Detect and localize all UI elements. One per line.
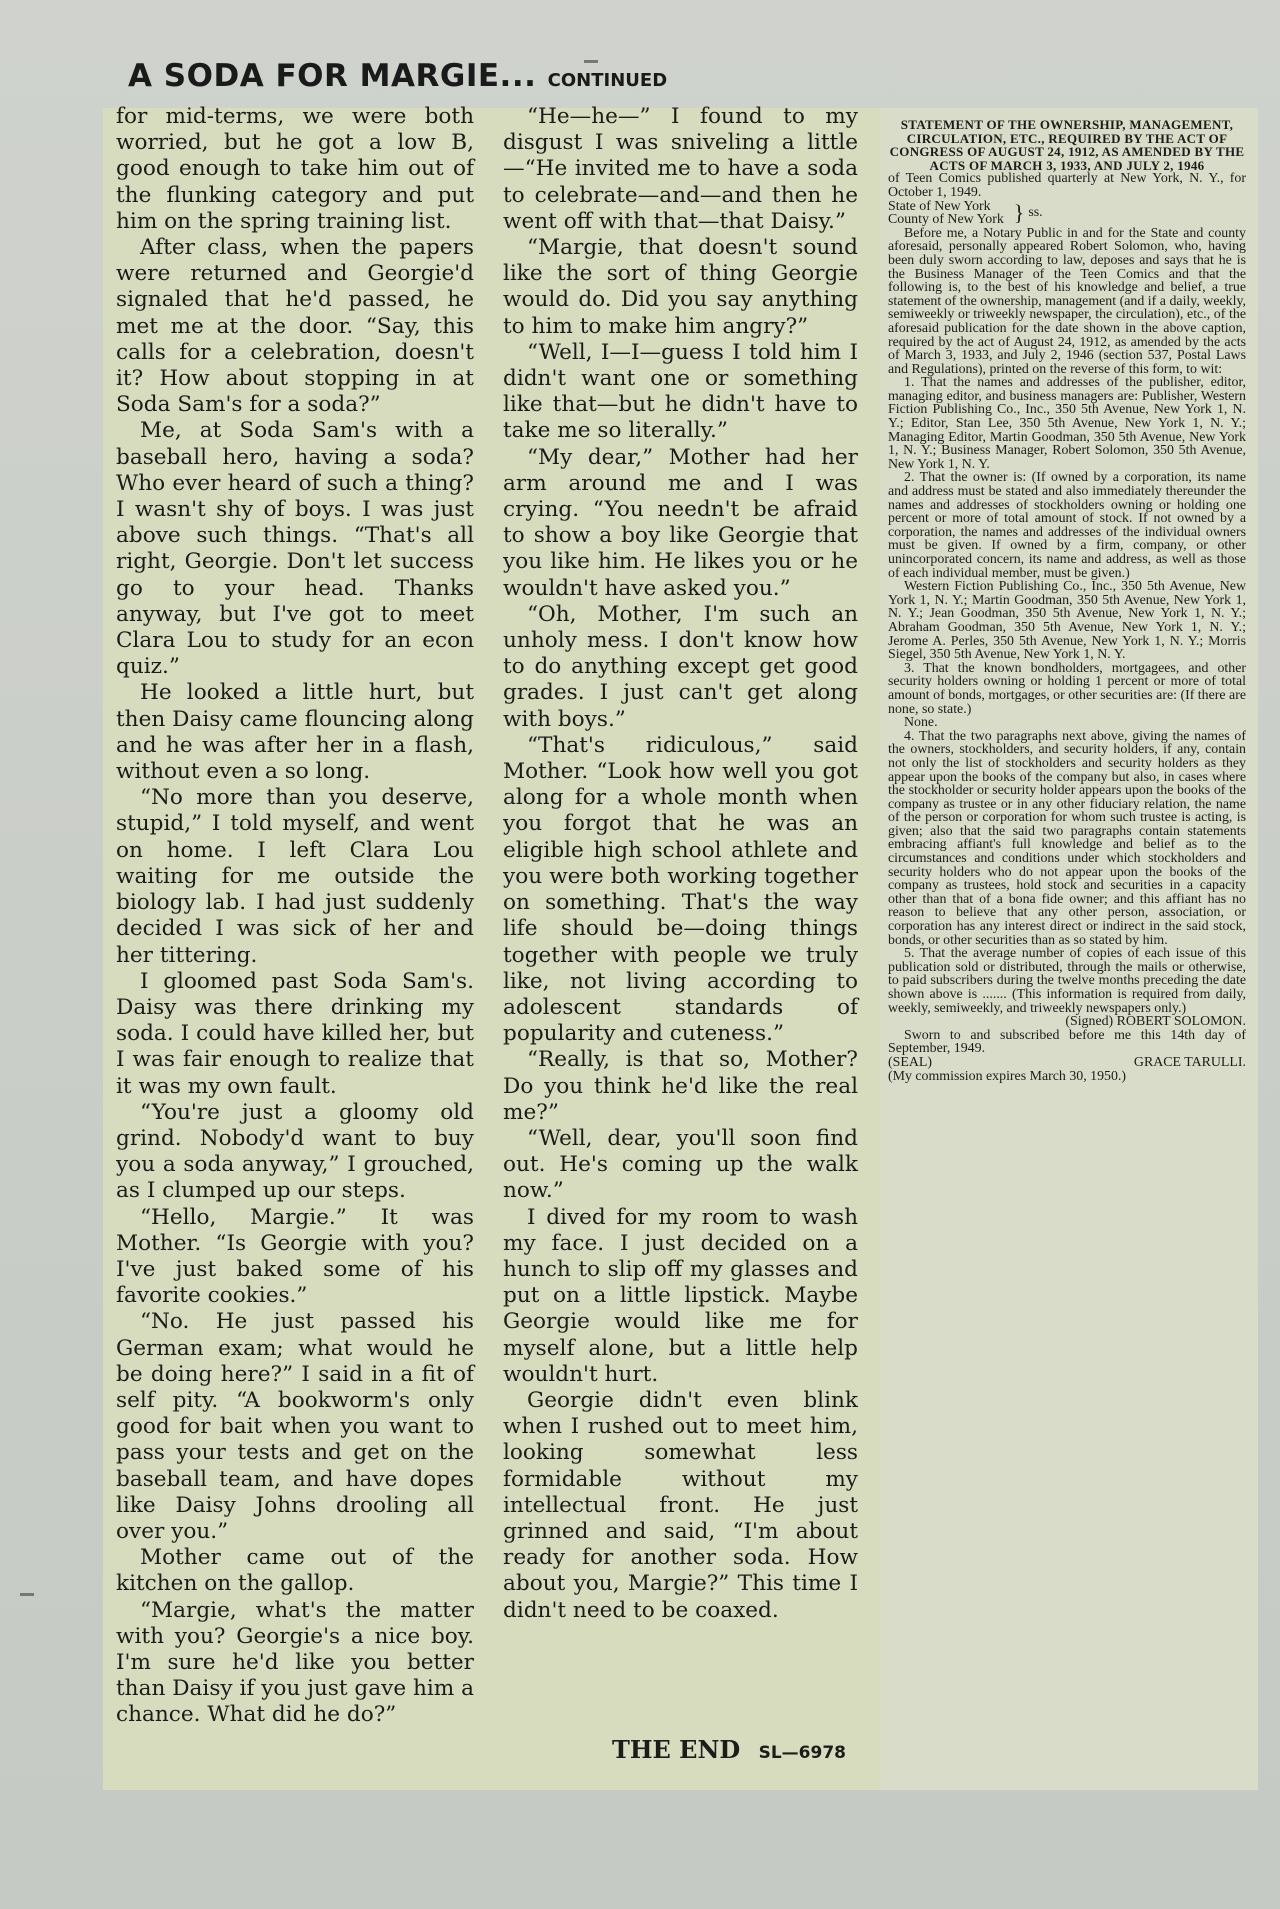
story-paragraph: “Well, dear, you'll soon find out. He's coming up the walk now.” [503, 1125, 858, 1204]
print-mark [20, 1593, 34, 1596]
seal-label: (SEAL) [888, 1054, 932, 1070]
commission-line: (My commission expires March 30, 1950.) [888, 1068, 1127, 1084]
ownership-statement [888, 118, 1246, 1083]
story-paragraph: “You're just a gloomy old grind. Nobody'd want to buy you a soda anyway,” I grouched, as I clumped up our steps. [116, 1099, 474, 1204]
story-paragraph: “No more than you deserve, stupid,” I told myself, and went on home. I left Clara Lou waiting for me outside the biology lab. I had just suddenly decided I was sick of her and her tittering. [116, 785, 474, 968]
signature-line: (Signed) ROBERT SOLOMON. [1065, 1014, 1246, 1030]
county-line: County of New York [888, 212, 1004, 228]
statement-intro: of Teen Comics published quarterly at New York, N. Y., for October 1, 1949. [888, 171, 1246, 200]
statement-paragraph: 1. That the names and addresses of the publisher, editor, managing editor, and business managers are: Publisher, Western Fiction Publishing Co., Inc., 350 5th Avenue, New York 1, N. Y.; Editor, Stan Lee, 350 5th Avenue, New York 1, N. Y.; Managing Editor, Martin Goodman, 350 5th Avenue, New York 1, N. Y.; Business Manager, Robert Solomon, 350 5th Avenue, New York 1, N. Y. [888, 375, 1246, 472]
state-line: State of New York [888, 198, 991, 214]
statement-none: None. [904, 715, 938, 731]
print-mark [584, 60, 598, 63]
story-paragraph: Georgie didn't even blink when I rushed out to meet him, looking somewhat less formidable without my intellectual front. He just grinned and said, “I'm about ready for another soda. How about you, Margie?” This time I didn't need to be coaxed. [503, 1387, 858, 1623]
sworn-line: Sworn to and subscribed before me this 14th day of September, 1949. [888, 1027, 1246, 1057]
statement-paragraph: 2. That the owner is: (If owned by a corporation, its name and address must be stated and also immediately thereunder the names and addresses of stockholders owning or holding one percent or more of total amount of stock. If not owned by a corporation, the names and addresses of the individual owners must be given. If owned by a firm, company, or other unincorporated concern, its name and address, as well as those of each individual member, must be given.) [888, 470, 1246, 581]
story-paragraph: After class, when the papers were returned and Georgie'd signaled that he'd passed, he met me at the door. “Say, this calls for a celebration, doesn't it? How about stopping in at Soda Sam's for a soda?” [116, 235, 474, 418]
seal-line [888, 1056, 1246, 1070]
story-paragraph: for mid-terms, we were both worried, but he got a low B, good enough to take him out of the flunking category and put him on the spring training list. [116, 104, 474, 234]
story-column-2 [503, 104, 858, 1624]
statement-paragraph: Before me, a Notary Public in and for the State and county aforesaid, personally appeared Robert Solomon, who, having been duly sworn according to law, deposes and says that he is the Business Manager of the Teen Comics and that the following is, to the best of his knowledge and belief, a true statement of the ownership, management (and if a daily, weekly, semiweekly or triweekly newspaper, the circulation), etc., of the aforesaid publication for the date shown in the above caption, required by the act of August 24, 1912, as amended by the acts of March 3, 1933, and July 2, 1946 (section 537, Postal Laws and Regulations), printed on the reverse of this form, to wit: [888, 225, 1246, 377]
story-paragraph: “He—he—” I found to my disgust I was sniveling a little —“He invited me to have a soda to celebrate—and—and then he went off with that—that Daisy.” [503, 104, 858, 234]
story-column-1 [116, 104, 474, 1729]
story-paragraph: “No. He just passed his German exam; what would he be doing here?” I said in a fit of self pity. “A bookworm's only good for bait when you want to pass your tests and get on the baseball team, and have dopes like Daisy Johns drooling all over you.” [116, 1309, 474, 1544]
venue-block [888, 200, 1246, 227]
the-end-text: THE END [612, 1735, 741, 1764]
story-headline [128, 58, 667, 94]
statement-paragraph: 5. That the average number of copies of each issue of this publication sold or distributed, through the mails or otherwise, to paid subscribers during the twelve months preceding the date shown above is ....... (This information is required from daily, weekly, semiweekly, and triweekly newspapers only.) [888, 946, 1246, 1016]
story-paragraph: “Margie, what's the matter with you? Georgie's a nice boy. I'm sure he'd like you better than Daisy if you just gave him a chance. What did he do?” [116, 1597, 474, 1728]
story-paragraph: Me, at Soda Sam's with a baseball hero, having a soda? Who ever heard of such a thing? I wasn't shy of boys. I was just above such things. “That's all right, Georgie. Don't let success go to your head. Thanks anyway, but I've got to meet Clara Lou to study for an econ quiz.” [116, 418, 474, 680]
story-paragraph: “Well, I—I—guess I told him I didn't want one or something like that—but he didn't have to take me so literally.” [503, 339, 858, 444]
story-paragraph: I dived for my room to wash my face. I just decided on a hunch to slip off my glasses and put on a little lipstick. Maybe Georgie would like me for myself alone, but a little help wouldn't hurt. [503, 1204, 858, 1387]
the-end-line [612, 1735, 846, 1764]
notary-name: GRACE TARULLI. [1133, 1054, 1246, 1070]
statement-paragraph: Western Fiction Publishing Co., Inc., 350 5th Avenue, New York 1, N. Y.; Martin Goodman, 350 5th Avenue, New York 1, N. Y.; Jean Goodman, 350 5th Avenue, New York 1, N. Y.; Abraham Goodman, 350 5th Avenue, New York 1, N. Y.; Jerome A. Perles, 350 5th Avenue, New York 1, N. Y.; Morris Siegel, 350 5th Avenue, New York 1, N. Y. [888, 579, 1246, 663]
story-paragraph: “Hello, Margie.” It was Mother. “Is Georgie with you? I've just baked some of his favorite cookies.” [116, 1204, 474, 1309]
statement-paragraph: 4. That the two paragraphs next above, giving the names of the owners, stockholders, and security holders, if any, contain not only the list of stockholders and security holders as they appear upon the books of the company but also, in cases where the stockholder or security holder appears upon the books of the company as trustee or in any other fiduciary relation, the name of the person or corporation for whom such trustee is acting, is given; also that the said two paragraphs contain statements embracing affiant's full knowledge and belief as to the circumstances and conditions under which stockholders and security holders who do not appear upon the books of the company as trustees, hold stock and securities in a capacity other than that of a bona fide owner; and this affiant has no reason to believe that any other person, association, or corporation has any interest direct or indirect in the said stock, bonds, or other securities than as so stated by him. [888, 728, 1246, 948]
story-paragraph: I gloomed past Soda Sam's. Daisy was there drinking my soda. I could have killed her, but I was fair enough to realize that it was my own fault. [116, 968, 474, 1099]
headline-continued: CONTINUED [547, 70, 668, 91]
brace-glyph: } [1013, 200, 1025, 226]
story-paragraph: Mother came out of the kitchen on the gallop. [116, 1545, 474, 1597]
story-paragraph: He looked a little hurt, but then Daisy came flouncing along and he was after her in a flash, without even a so long. [116, 680, 474, 785]
story-paragraph: “That's ridiculous,” said Mother. “Look how well you got along for a whole month when you forgot that he was an eligible high school athlete and you were both working together on something. That's the way life should be—doing things together with people we truly like, not living according to adolescent standards of popularity and cuteness.” [503, 732, 858, 1047]
headline-title: A SODA FOR MARGIE... [128, 58, 537, 94]
statement-paragraph: 3. That the known bondholders, mortgagees, and other security holders owning or holding 1 percent or more of total amount of bonds, mortgages, or other securities are: (If there are none, so state.) [888, 660, 1246, 717]
story-code: SL—6978 [758, 1743, 846, 1763]
statement-heading: STATEMENT OF THE OWNERSHIP, MANAGEMENT, CIRCULATION, ETC., REQUIRED BY THE ACT OF CONGRESS OF AUGUST 24, 1912, AS AMENDED BY THE ACTS OF MARCH 3, 1933, AND JULY 2, 1946 [889, 117, 1245, 173]
ss-label: ss. [1028, 205, 1043, 221]
story-paragraph: “Margie, that doesn't sound like the sort of thing Georgie would do. Did you say anything to him to make him angry?” [503, 235, 858, 339]
story-paragraph: “Oh, Mother, I'm such an unholy mess. I don't know how to do anything except get good grades. I just can't get along with boys.” [503, 601, 858, 732]
story-paragraph: “Really, is that so, Mother? Do you think he'd like the real me?” [503, 1047, 858, 1125]
story-paragraph: “My dear,” Mother had her arm around me and I was crying. “You needn't be afraid to show a boy like Georgie that you like him. He likes you or he wouldn't have asked you.” [503, 444, 858, 601]
